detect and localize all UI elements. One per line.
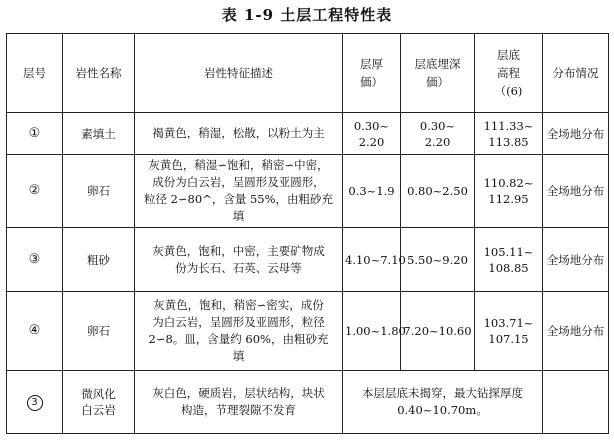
cell-desc: 褐黄色，稍湿，松散，以粉土为主 — [135, 113, 343, 155]
header-bottom-elev: 层底 高程 （(6) — [475, 34, 543, 113]
table-row — [7, 228, 609, 292]
cell-layer-no — [7, 371, 63, 434]
cell-elev: 111.33~ 113.85 — [475, 113, 543, 155]
table-row — [7, 113, 609, 155]
cell-thickness: 0.30~ 2.20 — [343, 113, 401, 155]
cell-dist-empty — [543, 371, 609, 434]
cell-depth: 0.30~ 2.20 — [401, 113, 475, 155]
table-row — [7, 371, 609, 434]
cell-thickness: 1.00~1.80 — [343, 292, 401, 371]
header-name: 岩性名称 — [63, 34, 135, 113]
cell-elev: 110.82~ 112.95 — [475, 155, 543, 228]
cell-name: 微风化 白云岩 — [63, 371, 135, 434]
cell-layer-no: ④ — [7, 292, 63, 371]
header-distribution: 分布情况 — [543, 34, 609, 113]
cell-layer-no: ① — [7, 113, 63, 155]
cell-name: 粗砂 — [63, 228, 135, 292]
header-bottom-depth: 层底埋深 価） — [401, 34, 475, 113]
circled-number: 3 — [27, 395, 43, 411]
cell-depth: 7.20~10.60 — [401, 292, 475, 371]
cell-dist: 全场地分布 — [543, 113, 609, 155]
cell-dist: 全场地分布 — [543, 292, 609, 371]
cell-layer-no: ② — [7, 155, 63, 228]
cell-thickness: 0.3~1.9 — [343, 155, 401, 228]
cell-depth: 0.80~2.50 — [401, 155, 475, 228]
cell-desc: 灰黄色，饱和，稍密∽密实，成份 为白云岩，呈圆形及亚圆形，粒径 2∽8。皿，含量约 60%，由粗砂充 填 — [135, 292, 343, 371]
cell-elev: 105.11~ 108.85 — [475, 228, 543, 292]
table-row — [7, 155, 609, 228]
cell-desc: 灰白色，硬质岩，层状结构，块状 构造，节理裂隙不发育 — [135, 371, 343, 434]
table-title: 表 1-9 土层工程特性表 — [221, 6, 393, 24]
header-thickness: 层厚 価） — [343, 34, 401, 113]
cell-depth: 5.50~9.20 — [401, 228, 475, 292]
header-row — [7, 34, 609, 113]
cell-name: 卵石 — [63, 155, 135, 228]
cell-name: 卵石 — [63, 292, 135, 371]
cell-merged-note: 本层层底未揭穿，最大钻探厚度 0.40~10.70m。 — [343, 371, 543, 434]
cell-desc: 灰黄色，饱和，中密，主要矿物成 份为长石、石英、云母等 — [135, 228, 343, 292]
table-row — [7, 292, 609, 371]
cell-thickness: 4.10~7.10 — [343, 228, 401, 292]
header-layer-no: 层号 — [7, 34, 63, 113]
cell-desc: 灰黄色，稍湿∽饱和，稍密∽中密， 成份为白云岩，呈圆形及亚圆形， 粒径 2∽80^，含量 55%，由粗砂充 填 — [135, 155, 343, 228]
header-desc: 岩性特征描述 — [135, 34, 343, 113]
cell-dist: 全场地分布 — [543, 155, 609, 228]
cell-dist: 全场地分布 — [543, 228, 609, 292]
cell-name: 素填土 — [63, 113, 135, 155]
cell-layer-no: ③ — [7, 228, 63, 292]
soil-properties-table — [6, 33, 609, 434]
cell-elev: 103.71~ 107.15 — [475, 292, 543, 371]
